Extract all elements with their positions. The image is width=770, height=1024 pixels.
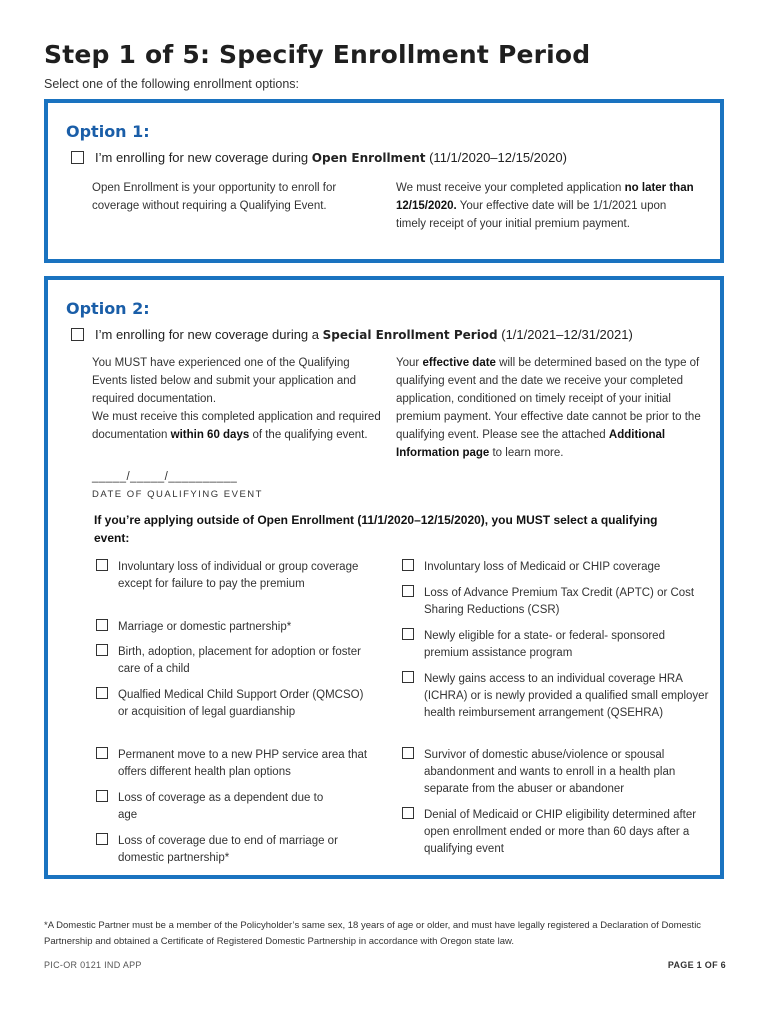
event-label-newly-eligible: Newly eligible for a state- or federal- sponsored premium assistance program (424, 630, 665, 659)
option-1-label-bold: Open Enrollment (311, 151, 426, 165)
option-2-requirement-text (92, 354, 382, 444)
option-1-deadline-text (396, 179, 696, 233)
event-checkbox-end-of-marriage[interactable] (96, 833, 108, 845)
event-checkbox-involuntary-loss-coverage[interactable] (96, 559, 108, 571)
option-2-requirement-2-bold: within 60 days (170, 429, 250, 441)
event-label-loss-medicaid: Involuntary loss of Medicaid or CHIP coverage (424, 561, 661, 573)
effective-date-bold: effective date (422, 357, 496, 369)
event-label-ichra-qsehra: Newly gains access to an individual coverage HRA (ICHRA) or is newly provided a qualified small employer health reimbursement arrangement (QSEHRA) (424, 673, 709, 719)
event-checkbox-newly-eligible[interactable] (402, 628, 414, 640)
event-checkbox-qmcso[interactable] (96, 687, 108, 699)
effective-date-mid: will be determined based on the type of qualifying event and the date we receive your completed application, conditioned on timely receipt of your initial premium payment. Your effective date cannot be prior to the qualifying event. Please see the attached (396, 357, 701, 441)
effective-date-pre: Your (396, 357, 423, 369)
qualifying-event-date-field[interactable]: _____/_____/__________ (92, 471, 238, 483)
qualifying-event-heading: If you’re applying outside of Open Enrollment (11/1/2020–12/15/2020), you MUST select a qualifying event: (94, 513, 658, 545)
option-2-label-dates: (1/1/2021–12/31/2021) (497, 327, 633, 342)
domestic-partner-footnote: *A Domestic Partner must be a member of the Policyholder’s same sex, 18 years of age or older, and must have legally registered a Declaration of Domestic Partnership and obtained a Certificate of Registered Domestic Partnership in accordance with Oregon state law. (44, 920, 702, 947)
option-1-description: Open Enrollment is your opportunity to enroll for coverage without requiring a Qualifying Event. (92, 182, 337, 212)
option-1-panel (44, 99, 724, 263)
option-1-deadline-bold: no later than 12/15/2020. (396, 182, 694, 212)
option-2-requirement-2-post: of the qualifying event. (249, 429, 368, 441)
page-subtitle: Select one of the following enrollment options: (44, 77, 300, 91)
option-2-title: Option 2: (66, 299, 150, 318)
event-checkbox-dependent-age[interactable] (96, 790, 108, 802)
option-2-effective-date-text (396, 354, 701, 462)
event-checkbox-ichra-qsehra[interactable] (402, 671, 414, 683)
option-2-label (95, 327, 633, 342)
event-label-qmcso: Qualfied Medical Child Support Order (QMCSO) or acquisition of legal guardianship (118, 689, 364, 718)
page-number: PAGE 1 OF 6 (667, 960, 726, 970)
event-label-involuntary-loss-coverage: Involuntary loss of individual or group coverage except for failure to pay the premium (118, 561, 359, 590)
event-label-end-of-marriage: Loss of coverage due to end of marriage or domestic partnership* (118, 835, 338, 864)
page-title: Step 1 of 5: Specify Enrollment Period (44, 40, 591, 69)
option-2-panel (44, 276, 724, 879)
event-label-dependent-age: Loss of coverage as a dependent due to age (118, 792, 324, 821)
option-2-requirement-1: You MUST have experienced one of the Qualifying Events listed below and submit your application and required documentation. (92, 357, 357, 405)
qualifying-event-date-label: DATE OF QUALIFYING EVENT (92, 489, 263, 500)
option-2-label-bold: Special Enrollment Period (322, 328, 498, 342)
event-checkbox-birth-adoption[interactable] (96, 644, 108, 656)
event-checkbox-permanent-move[interactable] (96, 747, 108, 759)
event-label-domestic-abuse: Survivor of domestic abuse/violence or spousal abandonment and wants to enroll in a health plan separate from the abuser or abandoner (424, 749, 676, 795)
event-checkbox-denial-medicaid[interactable] (402, 807, 414, 819)
option-1-title: Option 1: (66, 122, 150, 141)
event-label-permanent-move: Permanent move to a new PHP service area that offers different health plan options (118, 749, 368, 778)
option-2-requirement-2-pre: We must receive this completed application and required documentation (92, 411, 381, 441)
event-label-birth-adoption: Birth, adoption, placement for adoption or foster care of a child (118, 646, 361, 675)
option-1-label-dates: (11/1/2020–12/15/2020) (425, 150, 567, 165)
event-label-marriage: Marriage or domestic partnership* (118, 621, 292, 633)
option-1-checkbox[interactable] (71, 151, 84, 164)
option-2-label-pre: I’m enrolling for new coverage during a (95, 327, 323, 342)
option-1-deadline-pre: We must receive your completed application (396, 182, 625, 194)
option-2-checkbox[interactable] (71, 328, 84, 341)
option-1-label (95, 150, 567, 165)
form-id: PIC-OR 0121 IND APP (44, 960, 142, 970)
event-checkbox-loss-aptc[interactable] (402, 585, 414, 597)
event-label-loss-aptc: Loss of Advance Premium Tax Credit (APTC) or Cost Sharing Reductions (CSR) (424, 587, 695, 616)
effective-date-post: to learn more. (489, 447, 564, 459)
event-label-denial-medicaid: Denial of Medicaid or CHIP eligibility determined after open enrollment ended or more than 60 days after a qualifying event (424, 809, 697, 855)
option-1-label-pre: I’m enrolling for new coverage during (95, 150, 312, 165)
event-checkbox-loss-medicaid[interactable] (402, 559, 414, 571)
option-1-deadline-post: Your effective date will be 1/1/2021 upon timely receipt of your initial premium payment. (396, 200, 667, 230)
additional-info-link: Additional Information page (396, 429, 666, 459)
event-checkbox-marriage[interactable] (96, 619, 108, 631)
event-checkbox-domestic-abuse[interactable] (402, 747, 414, 759)
